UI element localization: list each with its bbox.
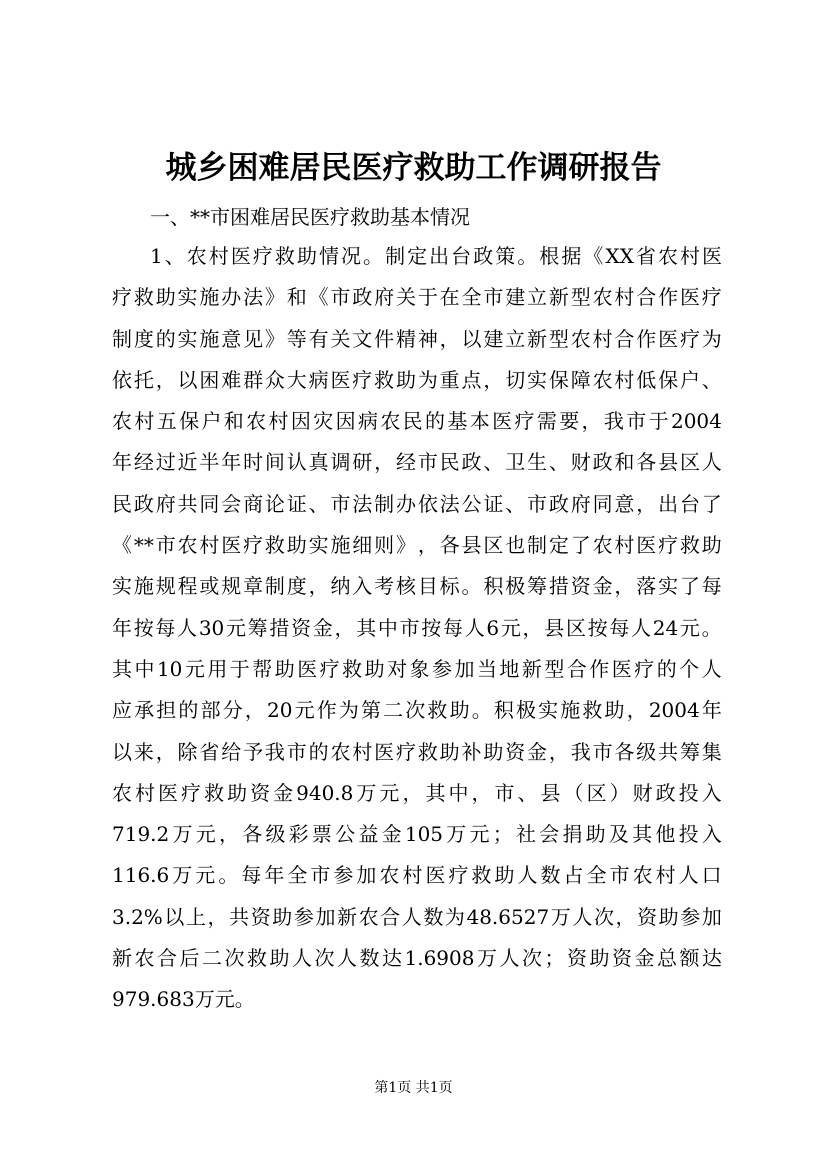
paragraph-line: 年 按 每 人 30 元 筹 措 资 金 ， 其 中 市 按 每 人 6 元 ， 县 区 按 每 人 24 元 。	[112, 615, 722, 640]
paragraph-line: 以 来 ， 除 省 给 予 我 市 的 农 村 医 疗 救 助 补 助 资 金 ， 我 市 各 级 共 筹 集	[112, 739, 722, 764]
page-footer: 第1页 共1页	[374, 1080, 453, 1096]
paragraph-line: 719.2 万 元 ， 各 级 彩 票 公 益 金 105 万 元 ； 社 会 捐 助 及 其 他 投 入	[112, 822, 722, 847]
paragraph-line: 农 村 医 疗 救 助 资 金 940.8 万 元 ， 其 中 ， 市 、 县 （ 区 ） 财 政 投 入	[112, 780, 722, 805]
paragraph-line: 民 政 府 共 同 会 商 论 证 、 市 法 制 办 依 法 公 证 、 市 政 府 同 意 ， 出 台 了	[112, 491, 722, 516]
paragraph-line: 实 施 规 程 或 规 章 制 度 ， 纳 入 考 核 目 标 。 积 极 筹 措 资 金 ， 落 实 了 每	[112, 574, 722, 599]
section-heading: 一、**市困难居民医疗救助基本情况	[150, 205, 470, 229]
paragraph-line: 疗 救 助 实 施 办 法 》 和 《 市 政 府 关 于 在 全 市 建 立 新 型 农 村 合 作 医 疗	[112, 285, 722, 310]
paragraph-line: 年 经 过 近 半 年 时 间 认 真 调 研 ， 经 市 民 政 、 卫 生 、 财 政 和 各 县 区 人	[112, 450, 722, 475]
paragraph-line: 979.683 万 元 。	[112, 987, 255, 1012]
paragraph-line: 3.2% 以 上 ， 共 资 助 参 加 新 农 合 人 数 为 48.6527 万 人 次 ， 资 助 参 加	[112, 904, 722, 929]
body-paragraph	[112, 236, 722, 1021]
paragraph-line: 制 度 的 实 施 意 见 》 等 有 关 文 件 精 神 ， 以 建 立 新 型 农 村 合 作 医 疗 为	[112, 326, 722, 351]
paragraph-line: 农 村 五 保 户 和 农 村 因 灾 因 病 农 民 的 基 本 医 疗 需 要 ， 我 市 于 2004	[112, 409, 722, 434]
paragraph-line: 其 中 10 元 用 于 帮 助 医 疗 救 助 对 象 参 加 当 地 新 型 合 作 医 疗 的 个 人	[112, 656, 722, 681]
paragraph-line: 新 农 合 后 二 次 救 助 人 次 人 数 达 1.6908 万 人 次 ； 资 助 资 金 总 额 达	[112, 946, 722, 971]
document-title: 城乡困难居民医疗救助工作调研报告	[165, 150, 662, 186]
paragraph-line: 依 托 ， 以 困 难 群 众 大 病 医 疗 救 助 为 重 点 ， 切 实 保 障 农 村 低 保 户 、	[112, 367, 722, 392]
paragraph-line: 1 、 农 村 医 疗 救 助 情 况 。 制 定 出 台 政 策 。 根 据 《 XX 省 农 村 医	[150, 244, 722, 268]
paragraph-line: 应 承 担 的 部 分 ， 20 元 作 为 第 二 次 救 助 。 积 极 实 施 救 助 ， 2004 年	[112, 698, 722, 723]
paragraph-line: 《 ** 市 农 村 医 疗 救 助 实 施 细 则 》 ， 各 县 区 也 制 定 了 农 村 医 疗 救 助	[112, 533, 722, 558]
paragraph-line: 116.6 万 元 。 每 年 全 市 参 加 农 村 医 疗 救 助 人 数 占 全 市 农 村 人 口	[112, 863, 722, 888]
